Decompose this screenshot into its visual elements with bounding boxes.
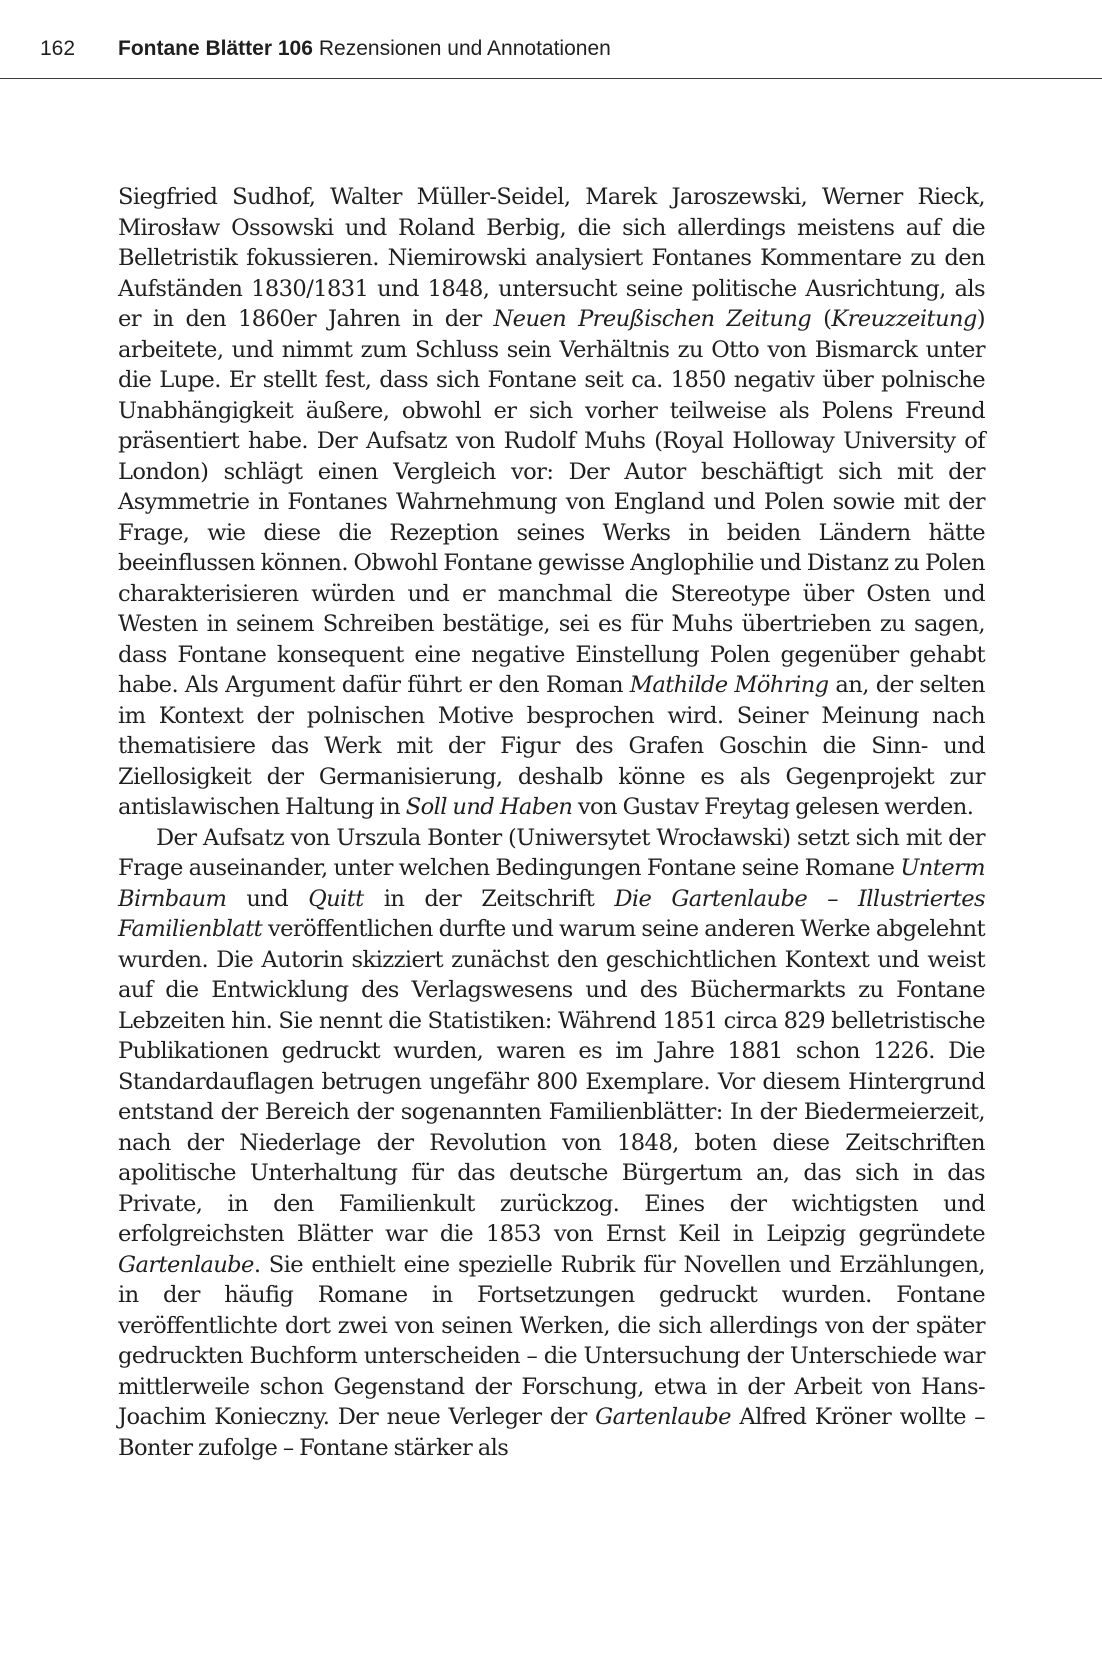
italic-title: Unterm Birnbaum [118,855,985,912]
italic-title: Mathilde Möhring [629,672,829,698]
text-run: an, der selten im Kontext der polnischen Motive besprochen wird. Seiner Meinung nach thematisiere das Werk mit der Figur des Grafen Goschin die Sinn- und Ziellosigkeit der Germanisierung, deshalb könne es als Gegenprojekt zur antislawischen Haltung in [118,672,986,820]
body-text [118,182,985,1463]
text-run: Der Aufsatz von Urszula Bonter (Uniwersytet Wrocławski) setzt sich mit der Frage auseinander, unter welchen Bedingungen Fontane seine Romane [118,824,985,881]
text-run: Siegfried Sudhof, Walter Müller-Seidel, Marek Jaroszewski, Werner Rieck, Mirosław Ossowski und Roland Berbig, die sich allerdings meistens auf die Belletristik fokussieren. Niemirowski analysiert Fontanes Kommentare zu den Aufständen 1830/1831 und 1848, untersucht seine politische Ausrichtung, als er in den 1860er Jahren in der [118,184,985,332]
text-run: . Sie enthielt eine spezielle Rubrik für Novellen und Erzählungen, in der häufig Romane in Fortsetzungen gedruckt wurden. Fontane veröffentlichte dort zwei von seinen Werken, die sich allerdings von der später gedruckten Buchform unterscheiden – die Untersuchung der Unterschiede war mittlerweile schon Gegenstand der Forschung, etwa in der Arbeit von Hans-Joachim Konieczny. Der neue Verleger der [118,1251,985,1430]
text-run: und [226,885,309,912]
text-run: ( [811,306,832,332]
text-run: ) arbeitete, und nimmt zum Schluss sein Verhältnis zu Otto von Bismarck unter die Lupe. Er stellt fest, dass sich Fontane seit ca. 1850 negativ über polnische Unabhängigkeit äußere, obwohl er sich vorher teilweise als Polens Freund präsentiert habe. Der Aufsatz von Rudolf Muhs (Royal Holloway University of London) schlägt einen Vergleich vor: Der Autor beschäftigt sich mit der Asymmetrie in Fontanes Wahrnehmung von England und Polen sowie mit der Frage, wie diese die Rezeption seines Werks in beiden Ländern hätte beeinflussen können. Obwohl Fontane gewisse Anglophilie und Distanz zu Polen charakterisieren würden und er manchmal die Stereotype über Osten und Westen in seinem Schreiben bestätige, sei es für Muhs übertrieben zu sagen, dass Fontane konsequent eine negative Einstellung Polen gegenüber gehabt habe. Als Argument dafür führt er den Roman [118,306,985,698]
text-run: in der Zeitschrift [363,885,615,912]
italic-title: Neuen Preußischen Zeitung [493,306,812,332]
italic-title: Gartenlaube [118,1251,254,1278]
page-number: 162 [40,37,76,60]
paragraph-1 [118,182,985,823]
italic-title: Kreuzzeitung [831,306,977,332]
italic-title: Soll und Haben [405,794,573,820]
text-run: Alfred Kröner wollte – Bonter zufolge – Fontane stärker als [118,1404,985,1461]
text-run: veröffentlichen durfte und warum seine anderen Werke abgelehnt wurden. Die Autorin skizziert zunächst den geschichtlichen Kontext und weist auf die Entwicklung des Verlagswesens und des Büchermarkts zu Fontane Lebzeiten hin. Sie nennt die Statistiken: Während 1851 circa 829 belletristische Publikationen gedruckt wurden, waren es im Jahre 1881 schon 1226. Die Standardauflagen betrugen ungefähr 800 Exemplare. Vor diesem Hintergrund entstand der Bereich der sogenannten Familienblätter: In der Biedermeierzeit, nach der Niederlage der Revolution von 1848, boten diese Zeitschriften apolitische Unterhaltung für das deutsche Bürgertum an, das sich in das Private, in den Familienkult zurückzog. Eines der wichtigsten und erfolgreichsten Blätter war die 1853 von Ernst Keil in Leipzig gegründete [118,916,985,1247]
paragraph-2 [118,823,985,1464]
italic-title: Quitt [308,885,364,912]
section-title: Rezensionen und Annotationen [318,37,611,60]
italic-title: Die Gartenlaube – Illustriertes Familienblatt [118,885,985,942]
running-head [40,35,1062,63]
text-run: von Gustav Freytag gelesen werden. [572,794,974,820]
journal-title: Fontane Blätter 106 [118,37,313,60]
header-rule [0,78,1102,79]
italic-title: Gartenlaube [595,1404,731,1430]
